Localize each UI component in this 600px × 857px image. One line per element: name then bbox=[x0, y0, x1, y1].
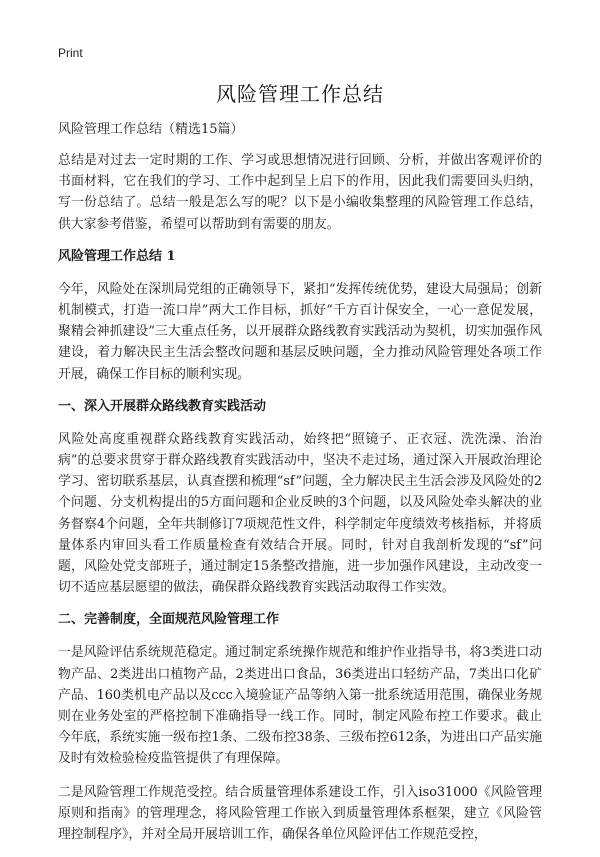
mass-line-paragraph: 风险处高度重视群众路线教育实践活动，始终把“照镜子、正衣冠、洗洗澡、治治病”的总要求贯穿于群众路线教育实践活动中，坚决不走过场，通过深入开展政治理论学习、密切联系基层，认真查摆和梳理“sf”问题，全力解决民主生活会涉及风险处的2个问题、分支机构提出的5方面问题和企业反映的3个问题，以及风险处牵头解决的业务督察4个问题，全年共制修订7项规范性文件，科学制定年度绩效考核指标，并将质量体系内审回头看工作质量检查有效结合开展。同时，针对自我剖析发现的“sf”问题，风险处党支部班子，通过制定15条整改措施，进一步加强作风建设，主动改变一切不适应基层愿望的做法，确保群众路线教育实践活动取得工作实效。 bbox=[58, 431, 542, 596]
risk-assessment-paragraph: 一是风险评估系统规范稳定。通过制定系统操作规范和维护作业指导书，将3类进口动物产品、2类进出口植物产品，2类进出口食品，36类进出口轻纺产品，7类出口化矿产品、160类机电产品以及ccc入境验证产品等纳入第一批系统适用范围，确保业务规则在业务处室的严格控制下准确指导一线工作。同时，制定风险布控工作要求。截止今年底，系统实施一级布控1条、二级布控38条、三级布控612条，为进出口产品实施及时有效检验检疫监管提供了有理保障。 bbox=[58, 645, 542, 767]
section-paragraph: 今年，风险处在深圳局党组的正确领导下，紧扣“发挥传统优势，建设大局强局；创新机制模式，打造一流口岸”两大工作目标，抓好“千方百计保安全，一心一意促发展，聚精会神抓建设”三大重点任务，以开展群众路线教育实践活动为契机，切实加强作风建设，着力解决民主生活会整改问题和基层反映问题，全力推动风险管理处各项工作开展，确保工作目标的顺利实现。 bbox=[58, 281, 542, 382]
document-body bbox=[58, 120, 542, 857]
intro-paragraph: 总结是对过去一定时期的工作、学习或思想情况进行回顾、分析，并做出客观评价的书面材料，它在我们的学习、工作中起到呈上启下的作用，因此我们需要回头归纳，写一份总结了。总结一般是怎么写的呢？以下是小编收集整理的风险管理工作总结，供大家参考借鉴，希望可以帮助到有需要的朋友。 bbox=[58, 153, 542, 232]
document-title: 风险管理工作总结 bbox=[216, 82, 384, 106]
subheading-system-improvement: 二、完善制度，全面规范风险管理工作 bbox=[58, 612, 280, 628]
section-title: 风险管理工作总结 1 bbox=[58, 248, 176, 264]
subheading-mass-line: 一、深入开展群众路线教育实践活动 bbox=[58, 398, 267, 414]
document-subtitle: 风险管理工作总结（精选15篇） bbox=[58, 122, 244, 137]
risk-management-paragraph: 二是风险管理工作规范受控。结合质量管理体系建设工作，引入iso31000《风险管理原则和指南》的管理理念，将风险管理工作嵌入到质量管理体系框架，建立《风险管理控制程序》，并对全局开展培训工作，确保各单位风险评估工作规范受控， bbox=[58, 784, 542, 843]
print-link[interactable]: Print bbox=[58, 46, 83, 60]
